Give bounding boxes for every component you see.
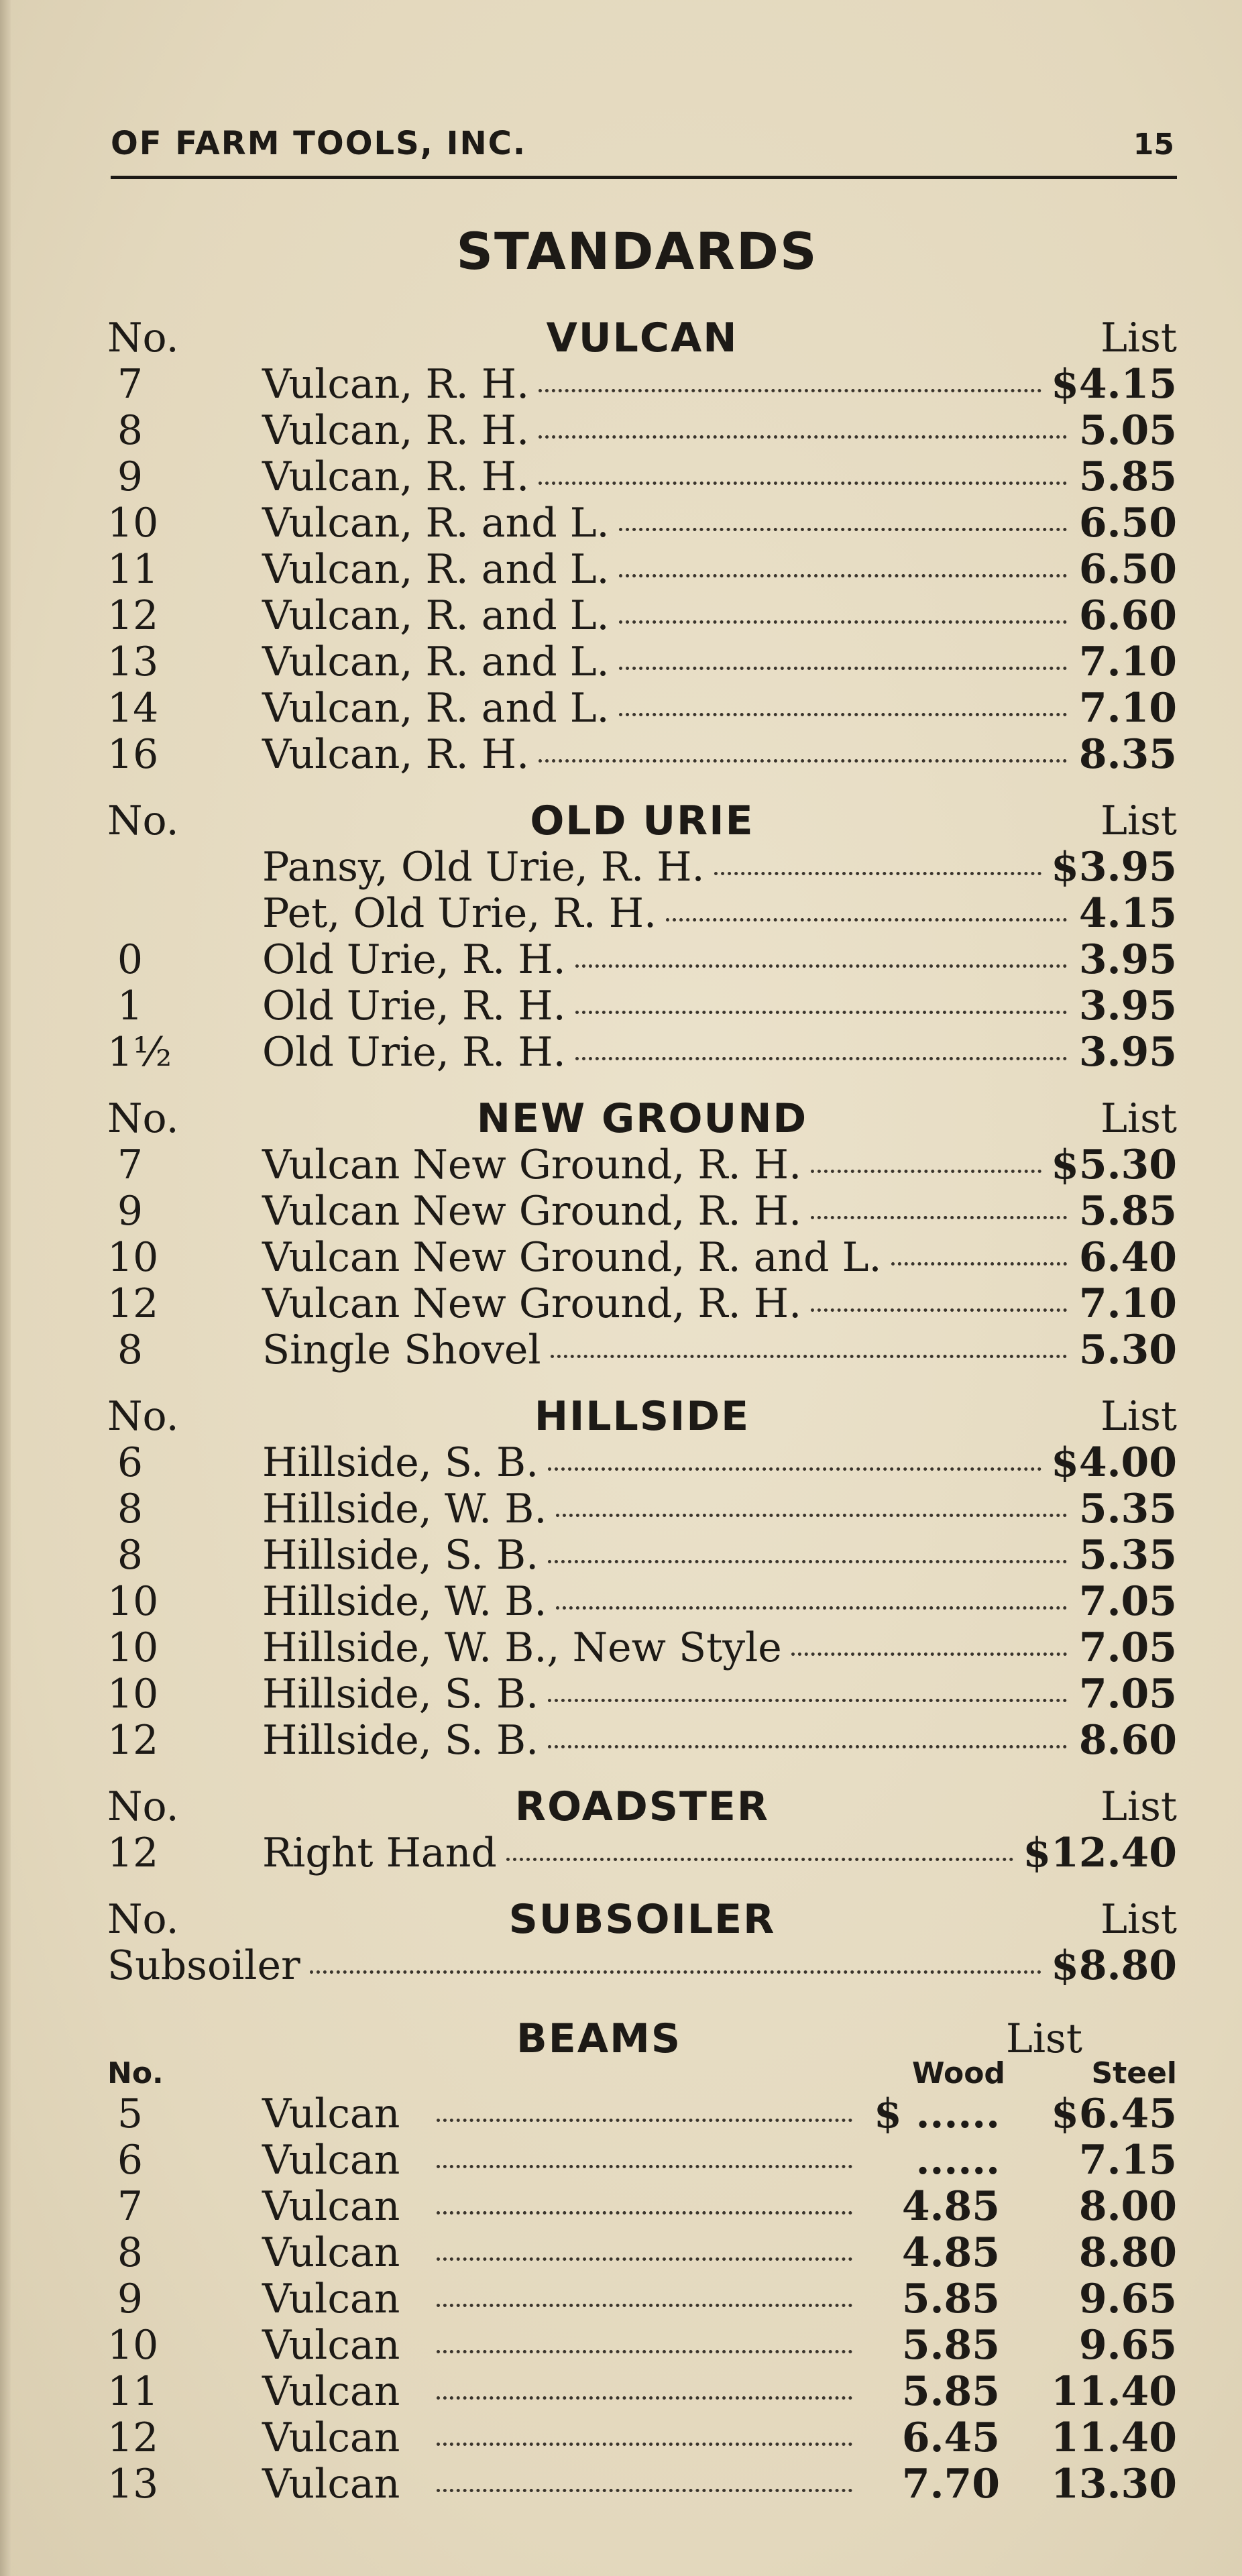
table-row: [107, 1029, 1177, 1076]
item-description: Hillside, S. B.: [262, 1671, 539, 1718]
wood-price: 6.45: [901, 2414, 1000, 2461]
dot-leader: [437, 2119, 852, 2122]
table-row: [107, 2276, 1177, 2322]
dot-leader: [551, 1355, 1067, 1358]
table-row: [107, 1188, 1177, 1235]
table-row: [107, 1532, 1177, 1579]
item-description: Vulcan: [262, 2461, 400, 2508]
item-description: Vulcan New Ground, R. H.: [262, 1188, 802, 1235]
page-title: STANDARDS: [456, 221, 818, 281]
item-description: Vulcan New Ground, R. and L.: [262, 1234, 882, 1281]
list-price: 5.85: [1078, 453, 1177, 500]
section-header: [107, 798, 1177, 844]
dot-leader: [548, 1560, 1067, 1563]
section-gap: [107, 1877, 1177, 1897]
no-label: No.: [107, 315, 179, 361]
item-number: 12: [107, 2414, 159, 2461]
steel-price: 11.40: [1051, 2368, 1177, 2415]
table-row: [107, 2137, 1177, 2184]
list-price: 6.60: [1078, 592, 1177, 639]
list-price: 5.35: [1078, 1486, 1177, 1532]
list-price: 8.60: [1078, 1717, 1177, 1764]
dot-leader: [437, 2211, 852, 2215]
table-row: [107, 593, 1177, 639]
table-row: [107, 547, 1177, 593]
beams-list-label: List: [1006, 2015, 1082, 2062]
section-title: HILLSIDE: [534, 1393, 750, 1440]
item-number: 9: [117, 453, 144, 500]
dot-leader: [811, 1216, 1067, 1219]
item-number: 8: [117, 1532, 144, 1579]
item-description: Old Urie, R. H.: [262, 936, 566, 983]
item-number: 11: [107, 2368, 159, 2415]
dot-leader: [619, 713, 1067, 716]
item-description: Vulcan, R. H.: [262, 361, 530, 408]
table-row: [107, 2369, 1177, 2415]
no-label: No.: [107, 1393, 179, 1440]
dot-leader: [539, 482, 1067, 485]
dot-leader: [556, 1606, 1067, 1610]
dot-leader: [310, 1970, 1041, 1974]
item-description: Pet, Old Urie, R. H.: [262, 890, 657, 937]
dot-leader: [891, 1262, 1067, 1266]
table-row: [107, 2230, 1177, 2276]
dot-leader: [811, 1308, 1067, 1312]
section-gap: [107, 1374, 1177, 1394]
dot-leader: [437, 2165, 852, 2168]
list-price: 6.50: [1078, 546, 1177, 593]
list-price: $12.40: [1023, 1830, 1177, 1877]
item-description: Vulcan: [262, 2368, 400, 2415]
item-number: 13: [107, 2461, 159, 2508]
item-description: Vulcan: [262, 2137, 400, 2184]
item-number: 14: [107, 685, 159, 732]
list-price: $3.95: [1051, 844, 1177, 891]
item-description: Old Urie, R. H.: [262, 1029, 566, 1076]
section-title: OLD URIE: [530, 797, 754, 844]
table-row: [107, 1579, 1177, 1625]
item-number: 1½: [107, 1029, 172, 1076]
dot-leader: [791, 1653, 1067, 1656]
item-description: Vulcan, R. and L.: [262, 546, 610, 593]
table-row: [107, 361, 1177, 408]
list-price: $5.30: [1051, 1141, 1177, 1188]
item-number: 12: [107, 1717, 159, 1764]
item-description: Vulcan, R. and L.: [262, 638, 610, 685]
no-label: No.: [107, 1095, 179, 1142]
item-number: 0: [117, 936, 144, 983]
list-price: 5.30: [1078, 1327, 1177, 1374]
table-row: [107, 500, 1177, 547]
table-row: [107, 639, 1177, 685]
item-number: 8: [117, 1486, 144, 1532]
table-row: [107, 1830, 1177, 1877]
wood-price: 7.70: [901, 2461, 1000, 2508]
section-title: SUBSOILER: [508, 1896, 776, 1943]
dot-leader: [575, 1057, 1067, 1060]
list-price: 3.95: [1078, 936, 1177, 983]
item-description: Subsoiler: [107, 1942, 300, 1989]
table-row: [107, 2461, 1177, 2508]
list-price: 7.10: [1078, 685, 1177, 732]
section-title: NEW GROUND: [476, 1095, 808, 1142]
list-price: 3.95: [1078, 983, 1177, 1029]
dot-leader: [548, 1467, 1041, 1471]
list-price: 6.40: [1078, 1234, 1177, 1281]
section-header: [107, 1394, 1177, 1440]
item-number: 9: [117, 2276, 144, 2322]
item-number: 10: [107, 1624, 159, 1671]
beams-no-label: No.: [107, 2056, 164, 2090]
section-gap: [107, 778, 1177, 798]
item-number: 12: [107, 1830, 159, 1877]
steel-price: 8.80: [1078, 2229, 1177, 2276]
dot-leader: [437, 2396, 852, 2400]
page-header: [111, 119, 1177, 173]
running-header: OF FARM TOOLS, INC.: [111, 125, 527, 162]
table-row: [107, 1327, 1177, 1374]
item-description: Pansy, Old Urie, R. H.: [262, 844, 705, 891]
list-label: List: [1100, 1393, 1177, 1440]
list-price: 7.05: [1078, 1578, 1177, 1625]
item-description: Hillside, W. B.: [262, 1578, 547, 1625]
dot-leader: [619, 620, 1067, 624]
wood-price: 5.85: [901, 2276, 1000, 2322]
item-description: Vulcan, R. and L.: [262, 592, 610, 639]
item-number: 16: [107, 731, 159, 778]
dot-leader: [619, 667, 1067, 670]
dot-leader: [506, 1858, 1014, 1861]
item-number: 10: [107, 1671, 159, 1718]
item-number: 12: [107, 1280, 159, 1327]
dot-leader: [811, 1170, 1041, 1173]
item-number: 10: [107, 500, 159, 547]
steel-price: $6.45: [1051, 2090, 1177, 2137]
list-price: 4.15: [1078, 890, 1177, 937]
item-description: Vulcan, R. H.: [262, 731, 530, 778]
table-row: [107, 2184, 1177, 2230]
dot-leader: [714, 872, 1041, 875]
section-gap: [107, 1076, 1177, 1096]
item-description: Hillside, W. B.: [262, 1486, 547, 1532]
item-number: 8: [117, 1327, 144, 1374]
item-description: Vulcan: [262, 2090, 400, 2137]
item-description: Vulcan: [262, 2414, 400, 2461]
wood-price: 5.85: [901, 2368, 1000, 2415]
item-description: Vulcan, R. and L.: [262, 685, 610, 732]
beams-steel-label: Steel: [1091, 2056, 1177, 2090]
item-description: Vulcan: [262, 2322, 400, 2369]
header-rule: [111, 176, 1177, 179]
dot-leader: [539, 435, 1067, 439]
dot-leader: [575, 964, 1067, 968]
list-price: $4.15: [1051, 361, 1177, 408]
dot-leader: [437, 2304, 852, 2307]
item-number: 6: [117, 1439, 144, 1486]
dot-leader: [548, 1699, 1067, 1702]
dot-leader: [619, 528, 1067, 531]
price-list: [107, 315, 1177, 2508]
beams-wood-label: Wood: [912, 2056, 1005, 2090]
table-row: [107, 1625, 1177, 1671]
wood-price: 5.85: [901, 2322, 1000, 2369]
list-price: $4.00: [1051, 1439, 1177, 1486]
section-header: [107, 1784, 1177, 1830]
item-description: Hillside, W. B., New Style: [262, 1624, 782, 1671]
steel-price: 11.40: [1051, 2414, 1177, 2461]
table-row: [107, 1943, 1177, 1989]
item-description: Single Shovel: [262, 1327, 541, 1374]
item-number: 7: [117, 361, 144, 408]
steel-price: 8.00: [1078, 2183, 1177, 2230]
list-price: 5.05: [1078, 407, 1177, 454]
dot-leader: [575, 1011, 1067, 1014]
table-row: [107, 732, 1177, 778]
item-number: 12: [107, 592, 159, 639]
list-price: 7.10: [1078, 638, 1177, 685]
section-title: VULCAN: [546, 315, 738, 361]
table-row: [107, 937, 1177, 983]
page-binding-edge: [0, 0, 11, 2576]
item-description: Vulcan, R. and L.: [262, 500, 610, 547]
table-row: [107, 2091, 1177, 2137]
steel-price: 9.65: [1078, 2276, 1177, 2322]
list-price: $8.80: [1051, 1942, 1177, 1989]
item-number: 13: [107, 638, 159, 685]
table-row: [107, 844, 1177, 891]
list-label: List: [1100, 1896, 1177, 1943]
item-description: Vulcan: [262, 2229, 400, 2276]
item-number: 8: [117, 407, 144, 454]
section-gap: [107, 1764, 1177, 1784]
no-label: No.: [107, 797, 179, 844]
dot-leader: [619, 574, 1067, 577]
item-description: Right Hand: [262, 1830, 497, 1877]
dot-leader: [556, 1514, 1067, 1517]
wood-price: $ ......: [874, 2090, 1000, 2137]
table-row: [107, 891, 1177, 937]
section-header: [107, 1897, 1177, 1943]
dot-leader: [539, 759, 1067, 763]
item-number: 10: [107, 2322, 159, 2369]
sections-container: [107, 315, 1177, 1989]
table-row: [107, 1440, 1177, 1486]
steel-price: 13.30: [1051, 2461, 1177, 2508]
item-number: 10: [107, 1578, 159, 1625]
section-title: ROADSTER: [514, 1783, 770, 1830]
list-price: 5.85: [1078, 1188, 1177, 1235]
list-price: 8.35: [1078, 731, 1177, 778]
table-row: [107, 1486, 1177, 1532]
page-number: 15: [1133, 127, 1174, 162]
beams-column-headers: [107, 2056, 1177, 2091]
table-row: [107, 408, 1177, 454]
item-description: Vulcan, R. H.: [262, 453, 530, 500]
item-number: 1: [117, 983, 144, 1029]
item-description: Hillside, S. B.: [262, 1532, 539, 1579]
list-label: List: [1100, 1783, 1177, 1830]
item-description: Vulcan: [262, 2183, 400, 2230]
item-number: 5: [117, 2090, 144, 2137]
table-row: [107, 1142, 1177, 1188]
item-description: Vulcan, R. H.: [262, 407, 530, 454]
list-label: List: [1100, 315, 1177, 361]
list-price: 6.50: [1078, 500, 1177, 547]
list-label: List: [1100, 797, 1177, 844]
item-description: Old Urie, R. H.: [262, 983, 566, 1029]
dot-leader: [437, 2489, 852, 2492]
beams-rows: [107, 2091, 1177, 2508]
item-description: Vulcan New Ground, R. H.: [262, 1280, 802, 1327]
wood-price: 4.85: [901, 2183, 1000, 2230]
list-price: 5.35: [1078, 1532, 1177, 1579]
dot-leader: [548, 1745, 1067, 1748]
list-price: 7.05: [1078, 1624, 1177, 1671]
table-row: [107, 685, 1177, 732]
item-description: Hillside, S. B.: [262, 1717, 539, 1764]
item-number: 9: [117, 1188, 144, 1235]
section-header: [107, 315, 1177, 361]
dot-leader: [437, 2350, 852, 2353]
item-number: 7: [117, 2183, 144, 2230]
steel-price: 9.65: [1078, 2322, 1177, 2369]
dot-leader: [666, 918, 1067, 921]
item-description: Vulcan New Ground, R. H.: [262, 1141, 802, 1188]
table-row: [107, 983, 1177, 1029]
list-label: List: [1100, 1095, 1177, 1142]
beams-section-header: [107, 2015, 1177, 2062]
item-number: 6: [117, 2137, 144, 2184]
item-number: 11: [107, 546, 159, 593]
table-row: [107, 2415, 1177, 2461]
item-number: 10: [107, 1234, 159, 1281]
table-row: [107, 454, 1177, 500]
dot-leader: [539, 389, 1041, 392]
wood-price: ......: [915, 2137, 1000, 2184]
dot-leader: [437, 2257, 852, 2261]
table-row: [107, 1718, 1177, 1764]
list-price: 3.95: [1078, 1029, 1177, 1076]
item-number: 7: [117, 1141, 144, 1188]
table-row: [107, 1235, 1177, 1281]
table-row: [107, 1281, 1177, 1327]
table-row: [107, 2322, 1177, 2369]
no-label: No.: [107, 1896, 179, 1943]
steel-price: 7.15: [1078, 2137, 1177, 2184]
section-header: [107, 1096, 1177, 1142]
dot-leader: [437, 2443, 852, 2446]
wood-price: 4.85: [901, 2229, 1000, 2276]
table-row: [107, 1671, 1177, 1718]
no-label: No.: [107, 1783, 179, 1830]
item-number: 8: [117, 2229, 144, 2276]
list-price: 7.05: [1078, 1671, 1177, 1718]
list-price: 7.10: [1078, 1280, 1177, 1327]
item-description: Hillside, S. B.: [262, 1439, 539, 1486]
beams-section-title: BEAMS: [516, 2015, 682, 2062]
item-description: Vulcan: [262, 2276, 400, 2322]
